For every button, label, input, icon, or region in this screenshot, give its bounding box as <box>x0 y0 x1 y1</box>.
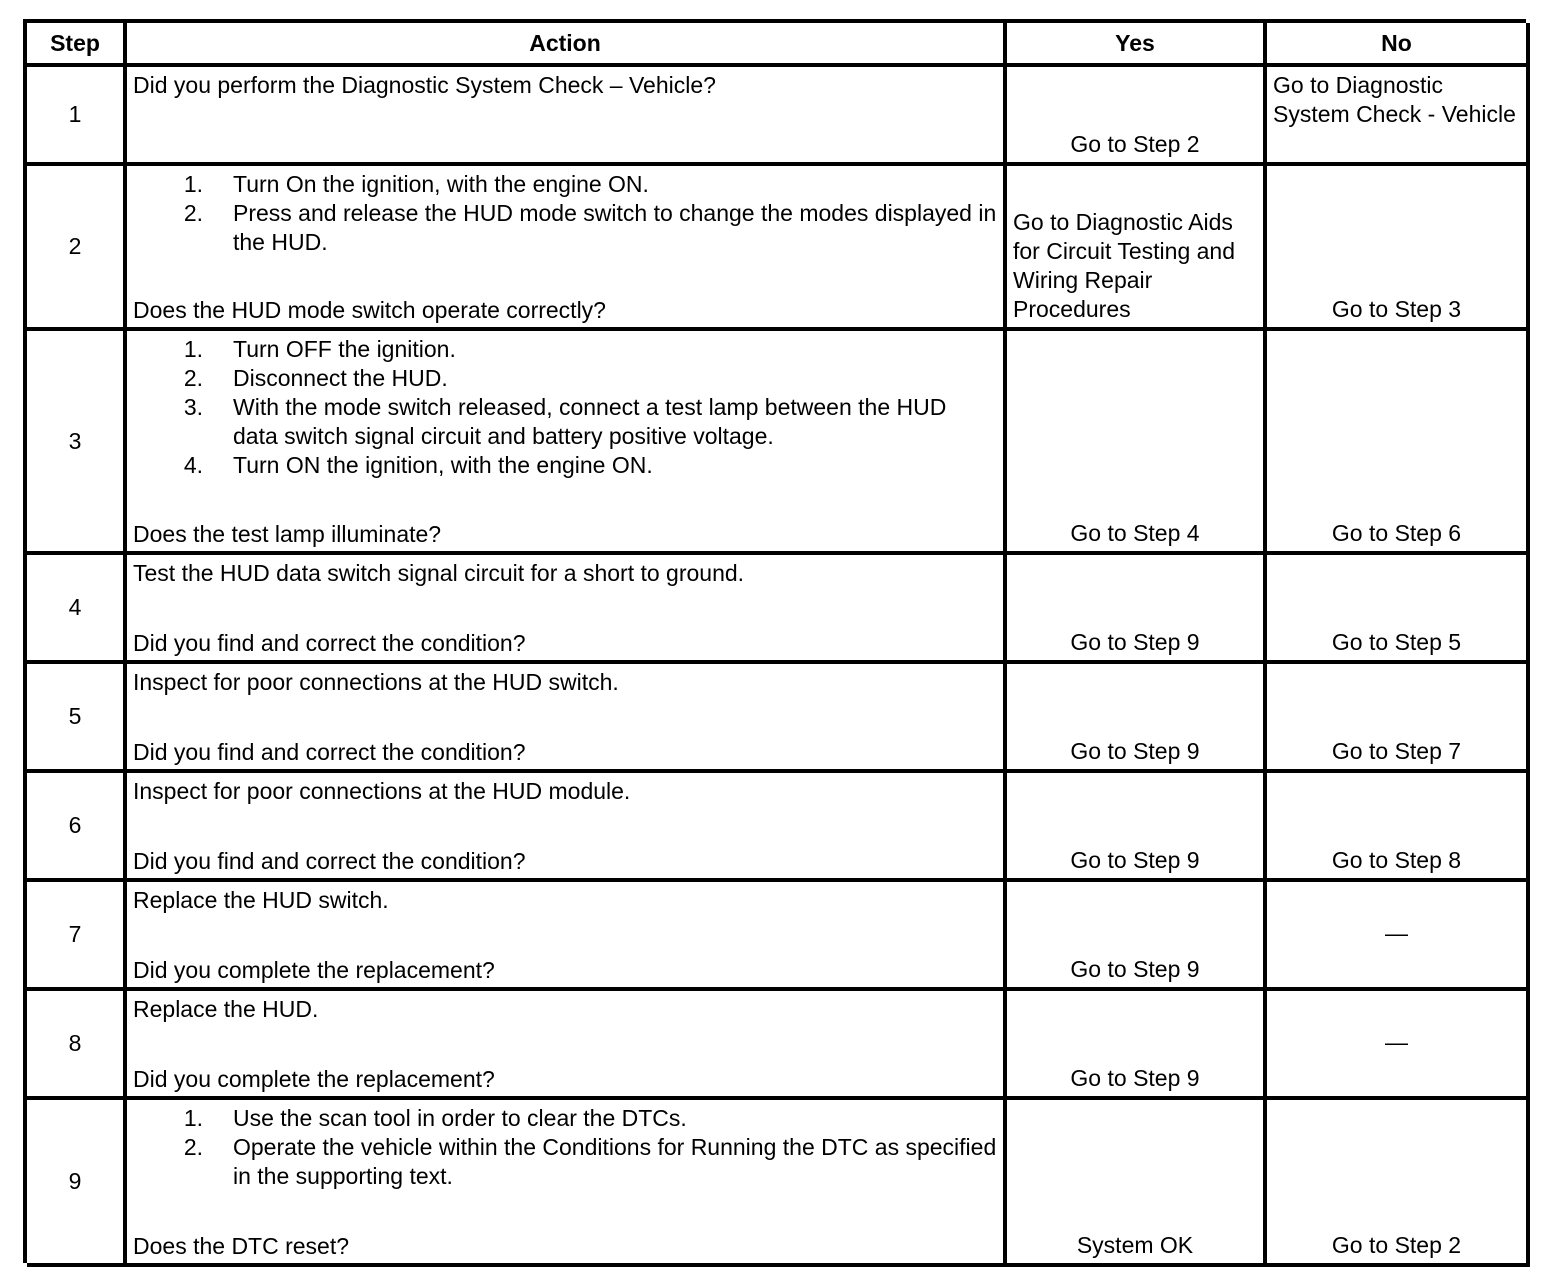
action-question: Does the DTC reset? <box>133 1233 350 1259</box>
action-step-text: Press and release the HUD mode switch to change the modes displayed in the HUD. <box>233 200 997 255</box>
step-number: 2 <box>27 166 127 331</box>
yes-result: System OK <box>1007 1100 1267 1267</box>
action-question: Does the test lamp illuminate? <box>133 521 442 547</box>
action-cell <box>127 555 1007 664</box>
action-intro: Did you perform the Diagnostic System Check – Vehicle? <box>133 72 716 98</box>
step-number: 3 <box>27 331 127 555</box>
no-result: Go to Step 2 <box>1267 1100 1530 1267</box>
action-step-text: With the mode switch released, connect a test lamp between the HUD data switch signal circuit and battery positive voltage. <box>233 394 947 449</box>
yes-result: Go to Step 4 <box>1007 331 1267 555</box>
action-intro: Inspect for poor connections at the HUD module. <box>133 778 631 804</box>
header-yes: Yes <box>1007 23 1267 67</box>
action-step-text: Use the scan tool in order to clear the DTCs. <box>233 1105 687 1131</box>
action-body <box>133 170 997 257</box>
no-result: — <box>1267 991 1530 1100</box>
step-number: 7 <box>27 882 127 991</box>
action-intro: Inspect for poor connections at the HUD switch. <box>133 669 619 695</box>
action-step-text: Operate the vehicle within the Conditions for Running the DTC as specified in the supporting text. <box>233 1134 997 1189</box>
action-steps-list <box>133 1104 997 1191</box>
action-step-item <box>133 393 997 451</box>
action-question: Did you find and correct the condition? <box>133 630 526 656</box>
yes-result: Go to Step 9 <box>1007 773 1267 882</box>
action-question: Did you complete the replacement? <box>133 1066 495 1092</box>
action-step-number: 1. <box>183 1105 203 1131</box>
action-cell <box>127 1100 1007 1267</box>
action-body <box>133 668 997 697</box>
action-step-item <box>133 1104 997 1133</box>
action-body <box>133 777 997 806</box>
yes-result: Go to Step 9 <box>1007 664 1267 773</box>
yes-result: Go to Diagnostic Aids for Circuit Testing and Wiring Repair Procedures <box>1007 166 1267 331</box>
action-cell <box>127 882 1007 991</box>
header-no: No <box>1267 23 1530 67</box>
no-result: Go to Step 6 <box>1267 331 1530 555</box>
action-step-item <box>133 451 997 480</box>
action-body <box>133 559 997 588</box>
yes-result: Go to Step 9 <box>1007 555 1267 664</box>
action-step-text: Turn OFF the ignition. <box>233 336 456 362</box>
action-step-number: 2. <box>183 1134 203 1160</box>
step-number: 1 <box>27 67 127 166</box>
yes-result: Go to Step 2 <box>1007 67 1267 166</box>
action-cell <box>127 166 1007 331</box>
step-number: 5 <box>27 664 127 773</box>
action-step-text: Turn On the ignition, with the engine ON. <box>233 171 649 197</box>
action-question: Does the HUD mode switch operate correctly? <box>133 297 606 323</box>
header-step: Step <box>27 23 127 67</box>
no-result: Go to Step 8 <box>1267 773 1530 882</box>
action-body <box>133 995 997 1024</box>
action-body <box>133 1104 997 1191</box>
action-intro: Replace the HUD switch. <box>133 887 389 913</box>
action-cell <box>127 67 1007 166</box>
action-question: Did you complete the replacement? <box>133 957 495 983</box>
action-cell <box>127 773 1007 882</box>
action-intro: Test the HUD data switch signal circuit for a short to ground. <box>133 560 745 586</box>
action-step-item <box>133 1133 997 1191</box>
action-cell <box>127 664 1007 773</box>
step-number: 4 <box>27 555 127 664</box>
action-question: Did you find and correct the condition? <box>133 848 526 874</box>
no-result: Go to Step 5 <box>1267 555 1530 664</box>
action-step-number: 4. <box>183 452 203 478</box>
action-body <box>133 71 997 100</box>
action-body <box>133 335 997 480</box>
action-step-number: 2. <box>183 200 203 226</box>
no-result: Go to Step 3 <box>1267 166 1530 331</box>
action-step-item <box>133 199 997 257</box>
action-intro: Replace the HUD. <box>133 996 319 1022</box>
action-step-text: Disconnect the HUD. <box>233 365 448 391</box>
no-result: Go to Diagnostic System Check - Vehicle <box>1267 67 1530 166</box>
action-steps-list <box>133 170 997 257</box>
action-step-item <box>133 170 997 199</box>
step-number: 8 <box>27 991 127 1100</box>
yes-result: Go to Step 9 <box>1007 991 1267 1100</box>
diagnostic-table <box>23 19 1526 1263</box>
action-step-item <box>133 364 997 393</box>
action-step-number: 3. <box>183 394 203 420</box>
action-step-number: 1. <box>183 171 203 197</box>
no-result: — <box>1267 882 1530 991</box>
action-step-text: Turn ON the ignition, with the engine ON. <box>233 452 653 478</box>
no-result: Go to Step 7 <box>1267 664 1530 773</box>
action-step-item <box>133 335 997 364</box>
action-cell <box>127 331 1007 555</box>
step-number: 9 <box>27 1100 127 1267</box>
action-step-number: 2. <box>183 365 203 391</box>
action-step-number: 1. <box>183 336 203 362</box>
action-body <box>133 886 997 915</box>
step-number: 6 <box>27 773 127 882</box>
action-question: Did you find and correct the condition? <box>133 739 526 765</box>
action-steps-list <box>133 335 997 480</box>
header-action: Action <box>127 23 1007 67</box>
action-cell <box>127 991 1007 1100</box>
yes-result: Go to Step 9 <box>1007 882 1267 991</box>
